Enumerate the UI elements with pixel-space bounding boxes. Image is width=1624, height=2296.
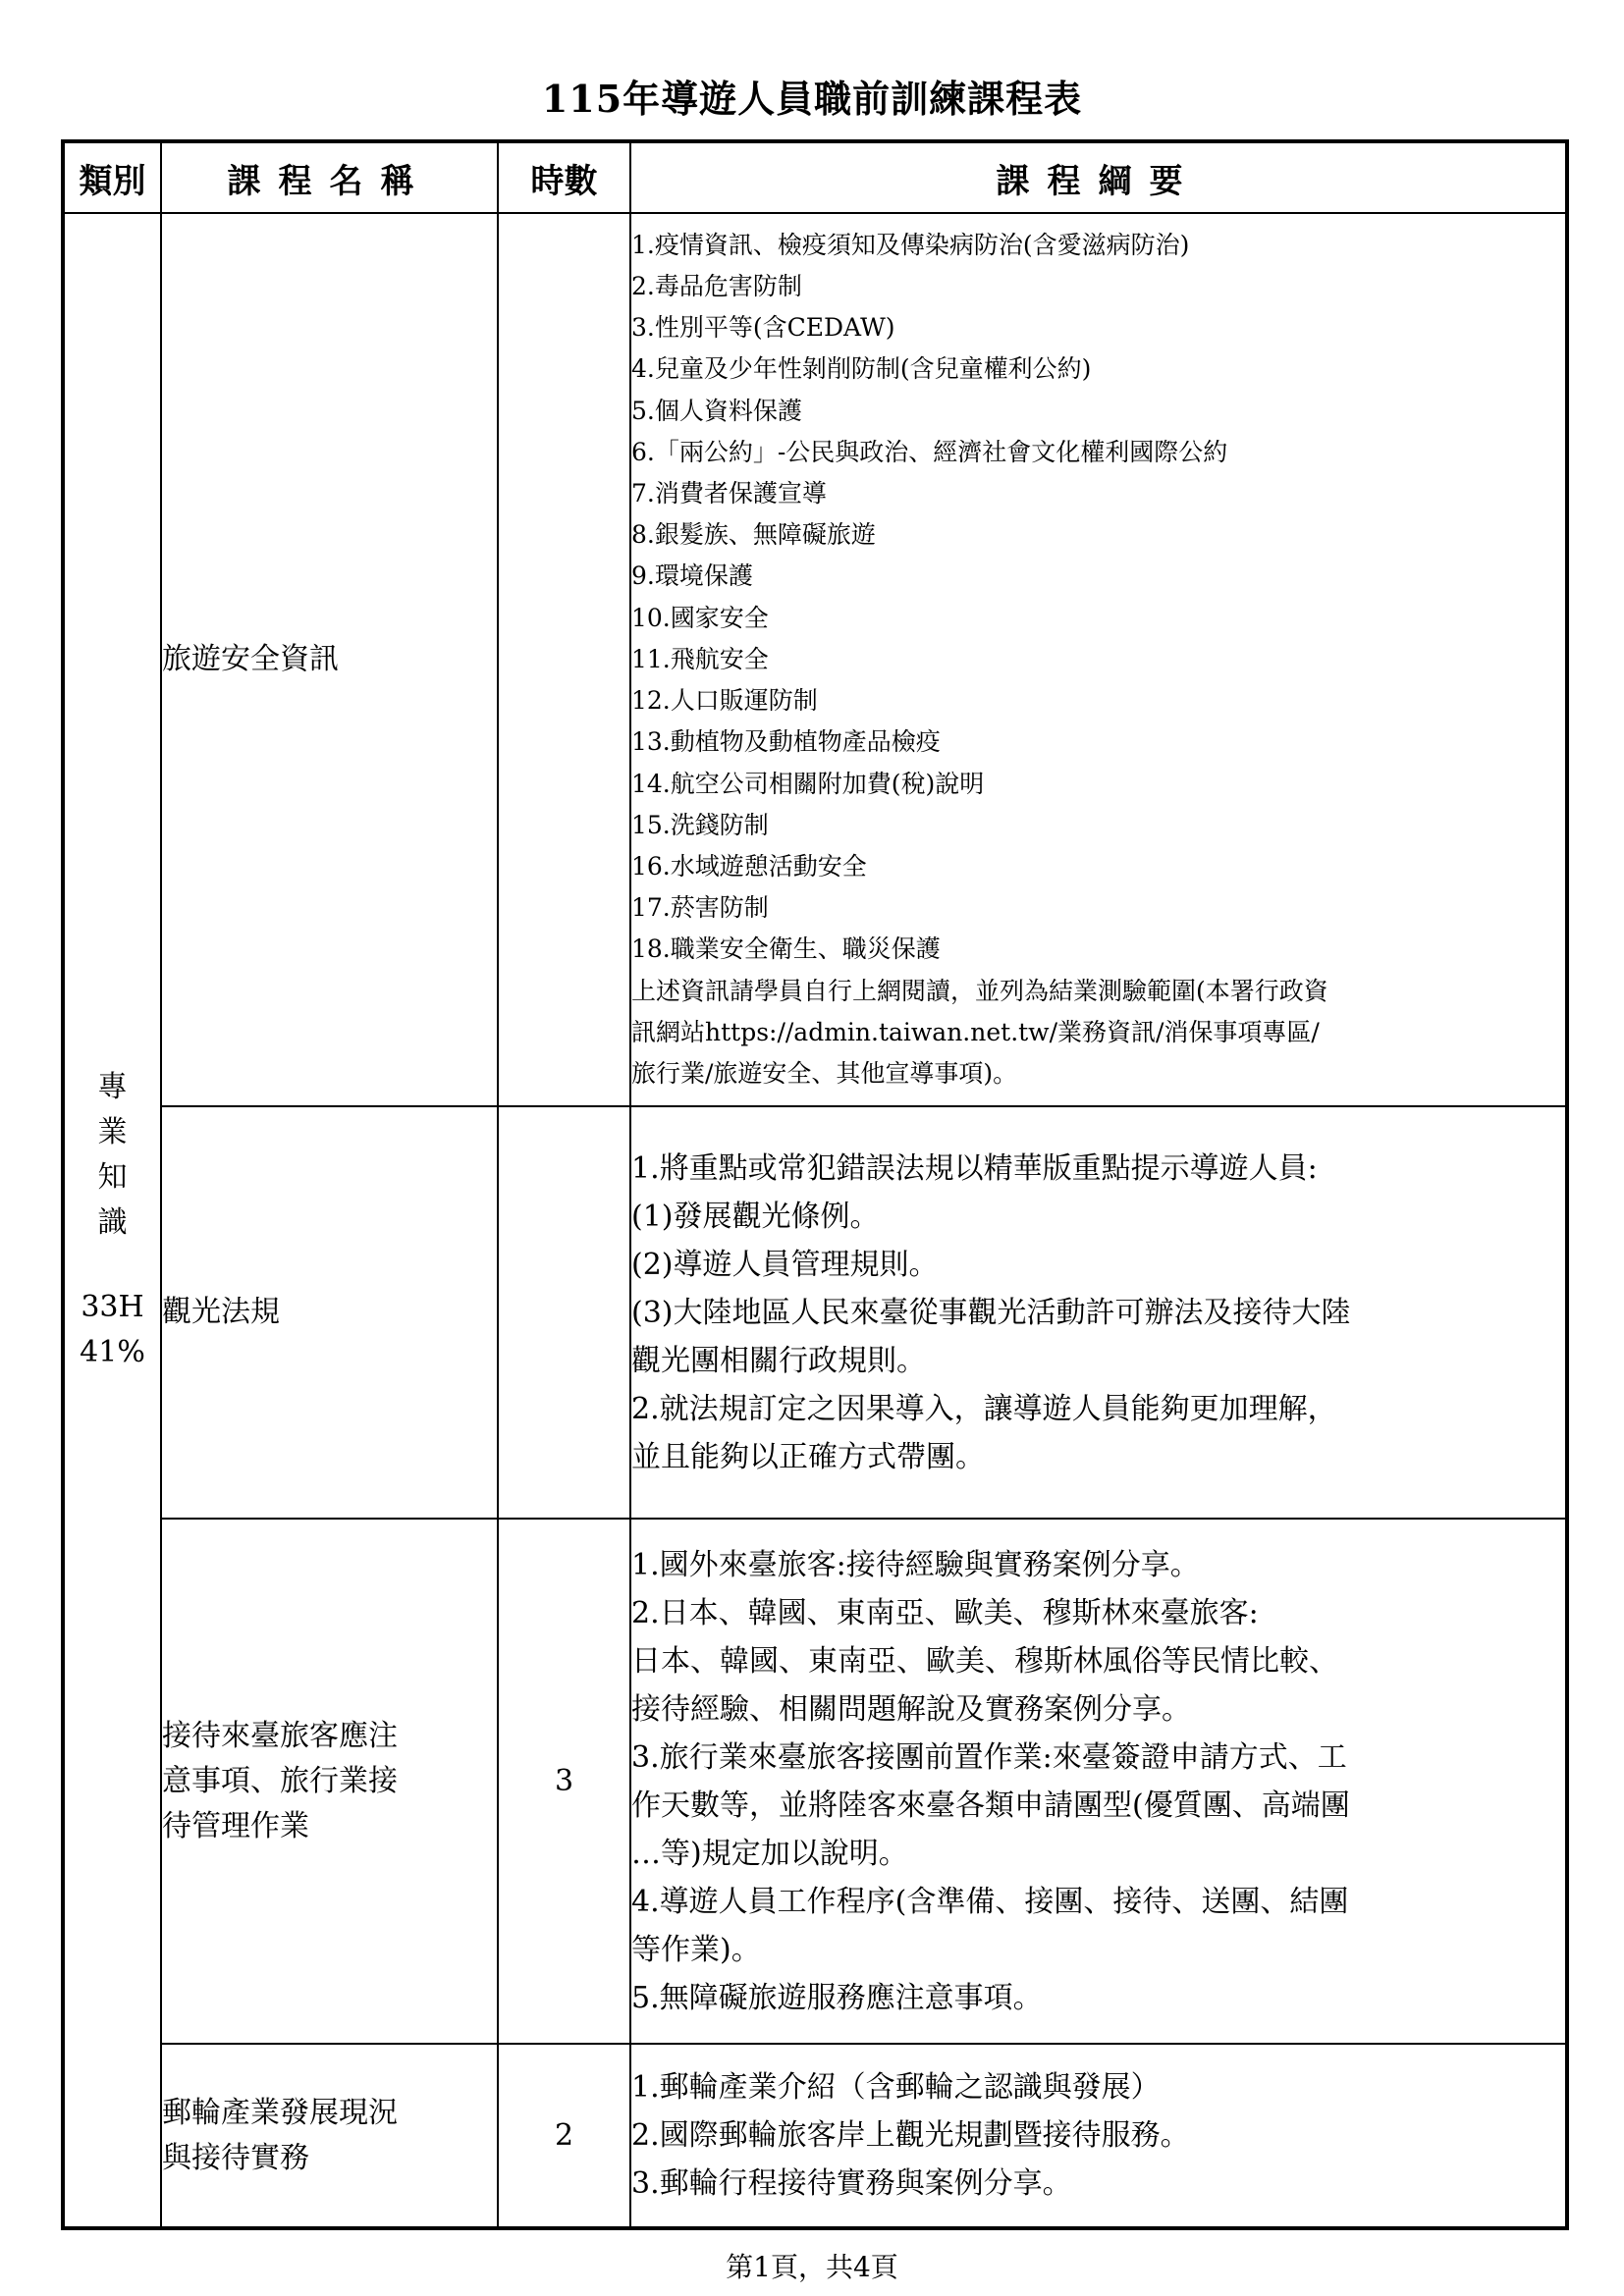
outline-line: 旅行業/旅遊安全、其他宣導事項)。 xyxy=(631,1058,1018,1088)
category-char: 知 xyxy=(97,1160,128,1195)
course-outline xyxy=(630,1519,1567,2044)
page-number-footer: 第1頁，共4頁 xyxy=(726,2251,898,2283)
outline-line: 上述資訊請學員自行上網閱讀，並列為結業測驗範圍(本署行政資 xyxy=(631,976,1328,1005)
course-hours: 2 xyxy=(498,2044,630,2228)
outline-line: 12.人口販運防制 xyxy=(631,686,818,716)
course-hours: 3 xyxy=(498,1519,630,2044)
outline-line: 觀光團相關行政規則。 xyxy=(631,1343,926,1378)
course-outline xyxy=(630,1106,1567,1519)
outline-line: 18.職業安全衛生、職災保護 xyxy=(631,934,941,964)
document-title: 115年導遊人員職前訓練課程表 xyxy=(541,77,1083,121)
outline-line: 1.疫情資訊、檢疫須知及傳染病防治(含愛滋病防治) xyxy=(631,230,1190,259)
header-course-name: 課程名稱 xyxy=(161,141,498,213)
header-hours: 時數 xyxy=(498,141,630,213)
outline-line: 並且能夠以正確方式帶團。 xyxy=(631,1439,985,1474)
category-char: 識 xyxy=(97,1205,128,1240)
outline-line: 16.水域遊憩活動安全 xyxy=(631,851,867,881)
outline-line: 3.旅行業來臺旅客接團前置作業:來臺簽證申請方式、工 xyxy=(631,1739,1347,1775)
course-schedule-table xyxy=(61,139,1569,2230)
header-outline: 課程綱要 xyxy=(630,141,1567,213)
course-name xyxy=(161,2044,498,2228)
table-row xyxy=(63,1106,1567,1519)
course-hours xyxy=(498,1106,630,1519)
outline-line: 4.導遊人員工作程序(含準備、接團、接待、送團、結團 xyxy=(631,1884,1349,1919)
course-name xyxy=(161,1519,498,2044)
category-cell xyxy=(63,213,161,2228)
table-row xyxy=(63,1519,1567,2044)
course-name-line: 與接待實務 xyxy=(162,2140,309,2175)
outline-line: 13.動植物及動植物產品檢疫 xyxy=(631,727,941,757)
outline-line: 10.國家安全 xyxy=(631,603,769,632)
outline-line: 1.郵輪產業介紹（含郵輪之認識與發展） xyxy=(631,2070,1161,2105)
outline-line: 8.銀髮族、無障礙旅遊 xyxy=(631,520,876,550)
course-name-line: 待管理作業 xyxy=(162,1808,309,1843)
outline-line: 15.洗錢防制 xyxy=(631,810,769,839)
outline-line: 5.無障礙旅遊服務應注意事項。 xyxy=(631,1980,1043,2015)
outline-line: 1.將重點或常犯錯誤法規以精華版重點提示導遊人員: xyxy=(631,1150,1318,1186)
outline-line: 4.兒童及少年性剝削防制(含兒童權利公約) xyxy=(631,354,1092,384)
table-row xyxy=(63,2044,1567,2228)
outline-line: …等)規定加以說明。 xyxy=(631,1836,908,1871)
outline-line: 17.菸害防制 xyxy=(631,893,769,923)
course-name-line: 接待來臺旅客應注 xyxy=(162,1718,398,1753)
outline-line: 3.郵輪行程接待實務與案例分享。 xyxy=(631,2166,1072,2201)
category-char: 專 xyxy=(97,1070,128,1104)
outline-line: (1)發展觀光條例。 xyxy=(631,1199,880,1234)
outline-line: 接待經驗、相關問題解說及實務案例分享。 xyxy=(631,1691,1191,1727)
outline-line: 2.國際郵輪旅客岸上觀光規劃暨接待服務。 xyxy=(631,2118,1190,2153)
outline-line: 2.就法規訂定之因果導入，讓導遊人員能夠更加理解， xyxy=(631,1391,1337,1426)
course-name: 觀光法規 xyxy=(161,1106,498,1519)
category-percent: 41% xyxy=(80,1335,145,1369)
outline-line: 6.「兩公約」-公民與政治、經濟社會文化權利國際公約 xyxy=(631,437,1228,466)
outline-line: 等作業)。 xyxy=(631,1932,761,1967)
outline-line: 1.國外來臺旅客:接待經驗與實務案例分享。 xyxy=(631,1547,1200,1582)
outline-line: 2.日本、韓國、東南亞、歐美、穆斯林來臺旅客: xyxy=(631,1595,1259,1630)
outline-line: 14.航空公司相關附加費(稅)說明 xyxy=(631,769,985,798)
course-name-line: 郵輪產業發展現況 xyxy=(162,2095,398,2130)
outline-line: 9.環境保護 xyxy=(631,561,753,591)
outline-line: 3.性別平等(含CEDAW) xyxy=(631,313,895,343)
table-header-row xyxy=(63,141,1567,213)
course-outline xyxy=(630,2044,1567,2228)
course-name-line: 意事項、旅行業接 xyxy=(162,1763,398,1798)
category-hours-total: 33H xyxy=(81,1290,144,1324)
outline-line: 日本、韓國、東南亞、歐美、穆斯林風俗等民情比較、 xyxy=(631,1643,1338,1679)
outline-line: 7.消費者保護宣導 xyxy=(631,479,827,508)
outline-line: 11.飛航安全 xyxy=(631,644,769,673)
outline-line: 訊網站https://admin.taiwan.net.tw/業務資訊/消保事項專區/ xyxy=(631,1017,1320,1046)
outline-line: 2.毒品危害防制 xyxy=(631,272,802,301)
outline-line: 作天數等，並將陸客來臺各類申請團型(優質團、高端團 xyxy=(631,1788,1350,1823)
category-char: 業 xyxy=(97,1115,128,1149)
outline-line: 5.個人資料保護 xyxy=(631,396,802,425)
course-name: 旅遊安全資訊 xyxy=(161,213,498,1106)
course-hours xyxy=(498,213,630,1106)
course-outline xyxy=(630,213,1567,1106)
header-category: 類別 xyxy=(63,141,161,213)
outline-line: (3)大陸地區人民來臺從事觀光活動許可辦法及接待大陸 xyxy=(631,1295,1351,1330)
table-row xyxy=(63,213,1567,1106)
outline-line: (2)導遊人員管理規則。 xyxy=(631,1247,939,1282)
